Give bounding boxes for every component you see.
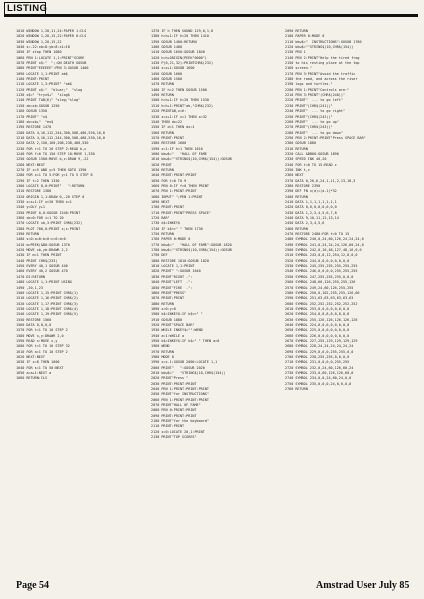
code-line: 2260 PRINT" ... to go up" [285,119,339,124]
code-line: 1310 RESTORE 1380 [16,189,52,194]
code-line: 1320 ORIGIN 1,1:DRAW 0,-20 STEP 8 [16,194,85,199]
code-line: 1730 k$=INKEY$ [151,221,180,226]
code-line: 2680 SYMBOL 228,24,24,24,24,24,24 [285,344,354,349]
code-line: 1120 PRINT x$:" "bluar;" "slog [16,87,83,92]
code-line: 2650 SYMBOL 225,0,0,0,0,0,0,0,0 [285,328,350,333]
code-line: 1640 PRINT:PRINT:PRINT [151,173,197,178]
header-rule [4,14,418,17]
code-line: 1530 x=x+1:IF x=1 THEN x=32 [151,114,207,119]
code-line: 1500 LOCATE 1,15:PRINT CHR$(1) [16,290,79,295]
code-line: 1660 PEN 0:IF f=0 THEN PRINT [151,183,209,188]
code-line: 1670 PEN 1:PRINT:PRINT [151,189,197,194]
code-line: 1660 RETURN:CLS [16,376,48,381]
code-line: 1400 GOSUB 1480 [151,45,183,50]
code-line: 2440 DATA 9,10,11,12,13,14 [285,216,339,221]
code-line: 1200 DATA 4,16,112,244,300,508,480,530,16,8 [16,130,105,135]
code-line: 1850 PRINT"FIRE -": [151,285,193,290]
code-line: 2140 PEN 2:PRINT"Help the tired frog [285,55,360,60]
code-line: 2110 bkw$=" INSTRUCTIONS":GOSUB 1780 [285,39,362,44]
code-line: 2320 CALL &BB00:GOSUB 1890 [285,151,339,156]
code-line: 1450 EVERY 40,1 GOSUB 440 [16,264,68,269]
code-line: 2040 PEN 1:PRINT:PRINT:PRINT [151,387,209,392]
code-line: 1430 P(0,21,32):PRINTCHR$(232) [151,61,214,66]
magazine-issue: Amstrad User July 85 [316,580,410,591]
code-line: 1510 h=h+1:PRINT"ab,"CHR$(232) [151,103,214,108]
code-line: 1270 IF x=5 AND y=5 THEN GOTO 1390 [16,167,87,172]
code-line: 1440 x=x+1:GOSUB 1600 [151,66,195,71]
code-line: 2300 GOSUB 1880 [285,141,317,146]
code-line: 1460 GOSUB 1500 [151,77,183,82]
code-line: 2730 SYMBOL 233,0,60,126,126,60,0 [285,371,354,375]
code-line: 2480 SYMBOL 240,0,24,60,126,24,24,24,0 [285,237,364,242]
code-line: 2310 RETURN [285,146,308,151]
code-line: 1620 NEXT:NEXT [16,354,45,359]
code-line: 2550 SYMBOL 247,255,255,255,0,0,0 [285,274,354,279]
code-line: 1510 LOCATE 1,16:PRINT CHR$(2) [16,296,79,301]
code-line: 1980 MODE 0 [151,354,174,359]
code-line: 1220 DATA 2,150,160,208,238,480,530 [16,141,89,146]
code-line: 2230 PRINT"(CHR$(241))" [285,103,333,108]
code-line: 1770 bkw$=" "HALL OF FAME":GOSUB 1820 [151,242,232,247]
code-line: 1530 LOCATE 1,18:PRINT CHR$(4) [16,306,79,311]
code-line: 1240 FOR f=0 TO 150 STEP 10:MOVE 1,330 [16,151,95,156]
code-line: 2130 PEN 1 [285,50,306,55]
code-line: 1810 LOCATE 1,1:PRINT [151,264,195,269]
code-line: 1710 PRINT:PRINT"PRESS SPACE" [151,210,212,215]
code-line: 2370 DATA 0,26,6,24,1,11,2,13,18,3 [285,178,356,183]
code-line: 1090 LOCATE 1,1:PRINT ab$ [16,71,68,76]
code-line: 2170 PEN 3:PRINT"Avoid the traffic [285,71,356,76]
code-line: 2150 to his resting place at the top [285,61,360,66]
code-line: 2100 PAPER 0:MODE 0 [285,34,325,39]
page-number: Page 54 [16,580,50,591]
code-line: 1870 PRINT:PRINT [151,296,185,301]
code-line: 1990 x=x-1:GOSUB 2000:LOCATE 1,1 [151,360,218,365]
code-line: 1970 RETURN [151,349,174,354]
code-line: 1190 RESTORE 1470 [16,125,52,130]
code-line: 1950 k$=INKEY$:IF k$=" " THEN a=0 [151,338,220,343]
code-line: 1760 PAPER 0:MODE 0 [151,237,191,242]
code-line: 1080 PRINT"EEEEEE":PEN 3:GOSUB 1400 [16,66,89,71]
code-line: 2610 SYMBOL 253,0,0,0,0,0,0,0,0 [285,306,350,311]
code-line: 2090 RETURN [285,29,308,33]
code-line: 2350 INK t,c [285,167,310,172]
code-line: 2390 DEF FN x(a)=(a-1)*32 [285,189,337,194]
code-line: 1380 PLOT 700,0:PRINT x;z:PRINT [16,226,81,231]
code-line: 2030 PRINT:PRINT:PRINT [151,381,197,386]
code-line: 1700 PRINT:PRINT [151,205,185,210]
code-line: 2630 SYMBOL 255,126,126,126,126,126 [285,317,358,322]
code-line: 2490 SYMBOL 241,0,24,24,24,126,60,24,0 [285,242,364,247]
code-line: 2190 logs and turtles." [285,82,333,87]
code-line: 2620 SYMBOL 254,8,8,8,8,8,8,8,8 [285,312,350,317]
code-line: 1430 IF m=1 THEN PRINT [16,253,62,258]
code-line: 1520 LOCATE 1,17:PRINT CHR$(3) [16,301,79,306]
code-line: 1920 PRINT"SPACE BAR" [151,322,195,327]
code-line: 1420 MOVE xb,yb:DRAWR 2,2 [16,248,68,253]
code-line: 1590 x=1:IF h=1 THEN 1610 [151,146,203,151]
code-line: 2690 SYMBOL 229,0,0,0,255,255,0,0 [285,349,354,354]
code-line: 1330 x=x+1:IF x>20 THEN x=1 [16,200,72,204]
code-line: 2500 SYMBOL 242,0,16,48,127,48,16,0,0 [285,248,362,253]
code-line: 1590 READ x:MOVE x,y [16,338,58,343]
listing-column-2 [151,29,279,440]
section-header-label: LISTING [7,3,48,14]
code-line: 1450 GOSUB 1600 [151,71,183,76]
code-line: 1070 PRINT x$:" ";:ON DEATH GOSUB [16,61,87,66]
code-line: 2530 SYMBOL 245,255,255,255,255,255 [285,264,358,269]
code-line: 1910 GOSUB 1880 [151,317,183,322]
code-line: 1230 FOR r=1 TO 20 STEP 2:READ b,c [16,146,87,151]
code-line: 2180 the road, and across the river [285,77,358,82]
code-line: 2100 PRINT"for the keyboard" [151,419,209,424]
code-line: 2560 SYMBOL 248,60,126,255,255,126 [285,280,356,285]
code-line: 1170 PRINT" "x$ [16,114,48,119]
code-line: 1780 bkw$=""STRING$(10,CHR$(154)):GOSUB [151,248,232,253]
code-line: 1610 bkw$=""STRING$(10,CHR$(154)):GOSUB [151,157,232,162]
code-line: 1370 IF h THEN SOUND 129,0,1,0 [151,29,214,33]
code-line: 1560 DATA 8,8,0,0 [16,322,52,327]
code-line: 2380 RESTORE 2390 [285,183,321,188]
code-line: 2410 DATA 1,1,1,1,1,1,1,1 [285,200,337,204]
code-line: 1030 WINDOW 1,20,15,22 [16,39,62,44]
code-line: 1480 LOCATE 1,1:PRINT USING [16,280,72,285]
code-line: 1360 xb=0:FOR i=1 TO 20 [16,216,64,221]
code-line: 1960 WEND [151,344,170,349]
code-line: 1520 PRINTAB,x=6: [151,109,187,114]
code-line: 2420 DATA 0,0,0,0,0,0,0,0 [285,205,337,210]
code-line: 2050 PRINT"for INSTRUCTIONS" [151,392,209,397]
code-line: 2360 NEXT [285,173,304,178]
code-line: 1460 EVERY 40,2 GOSUB 470 [16,269,68,274]
code-line: 1650 FOR t=0 TO 9 [151,178,187,183]
code-line: 2760 RETURN [285,387,308,392]
code-line: 1420 h=h+ORIGIN(PEEK"0000") [151,55,207,60]
code-line: 1740 IF k$<>" " THEN 1730 [151,226,203,231]
listing-column-1 [16,29,142,382]
code-line: 2090 PRINT:PRINT:PRINT [151,413,197,418]
code-line: 1400 s=0:a=0:b=0:c=0:d=0 [16,237,66,242]
code-line: 2130 PRINT"TOP SCORES" [151,435,197,440]
code-line: 1540 THEN dx=22 [151,119,183,124]
code-line: 2270 PRINT"(CHR$(243))" [285,125,333,130]
code-line: 2400 RETURN [285,194,308,199]
code-line: 2580 SYMBOL 250,0,102,255,255,126,60 [285,290,360,295]
code-line: 1130 x$=" "tryx$+" "slog$ [16,93,70,98]
code-line: 1250 GOSUB 1500:MOVE b,c:DRAW 9,-22 [16,157,89,162]
code-line: 1630 IF x=8 THEN 1600 [16,360,60,365]
code-line: 1580 RESTORE 1600 [151,141,187,146]
code-line: 2750 SYMBOL 235,0,0,0,24,0,0,0,0 [285,381,352,386]
code-line: 2110 PRINT:PRINT [151,424,185,429]
code-line: 1500 h=h+1:IF h=20 THEN 1530 [151,98,209,103]
code-line: 2280 PRINT" ... to go down" [285,130,343,135]
code-line: 2220 PRINT" ... to go left" [285,98,343,103]
code-line: 2000 PRINT" ":GOSUB 2020 [151,365,205,370]
code-line: 1150 xb=xb:GOSUB 1250 [16,103,60,108]
code-line: 1790 DEF [151,253,168,258]
code-line: 2430 DATA 1,2,3,4,5,6,7,8 [285,210,337,215]
code-line: 2520 SYMBOL 244,0,0,0,0,0,0,0,0 [285,258,350,263]
code-line: 2670 SYMBOL 227,255,129,129,129,129 [285,338,358,343]
code-line: 1040 s=-22:xb=8:yb=8:x1=18 [16,45,70,50]
code-line: 1110 LOCATE 1,3:PRINT" "ab$ [16,82,72,87]
code-line: 1750 RETURN [151,232,174,237]
code-line: 1470 DI:RETURN [16,274,45,279]
code-line: 1410 m=PEEK(&B0:GOSUB 1370 [16,242,70,247]
code-line: 1800 RESTORE 1810:GOSUB 1820 [151,258,209,263]
code-line: 2340 FOR t=0 TO 15:READ c [285,162,337,167]
code-line: 2660 SYMBOL 226,0,0,0,0,0,0,0,0 [285,333,350,338]
code-line: 1180 xb=xb+" "ex$ [16,119,54,124]
code-line: 2160 screen." [285,66,312,71]
code-line: 1550 IF d=1 THEN dx=1 [151,125,195,130]
code-line: 1580 MOVE x,y:DRAWR 2,0 [16,333,64,338]
code-line: 1100 PRINT:PRINT [16,77,50,82]
code-line: 1610 FOR a=1 TO 10 STEP 2 [16,349,68,354]
code-line: 1900 k$=INKEY$:IF k$<>" " [151,312,203,317]
code-line: 1390 RETURN [16,232,39,237]
code-line: 1280 FOR x=1 TO 5:FOR y=1 TO 5 STEP 8 [16,173,93,178]
code-line: 1160 GOSUB 1350 [16,109,48,114]
code-line: 1560 RETURN [151,130,174,135]
code-line: 1470 RETURN [151,82,174,87]
code-line: 1440 PRINT CHR$(233) [16,258,58,263]
code-line: 2720 SYMBOL 232,0,24,60,126,60,24 [285,365,354,370]
code-line: 1540 LOCATE 1,19:PRINT CHR$(5) [16,312,79,317]
code-line: 1060 PEN 1:LOCATE 1,1:PRINT"SCORE [16,55,85,60]
code-line: 1600 bkw$=" "HALL OF FAME [151,151,207,156]
code-line: 1340 y=OLY y+1 [16,205,45,210]
code-line: 1140 PRINT TAB(6)" "slog;"slog" [16,98,81,103]
code-line: 1830 PRINT"RIGHT -": [151,274,193,279]
code-line: 2080 PEN 0:PRINT:PRINT [151,408,197,413]
code-line: 2740 SYMBOL 234,0,0,24,60,24,0,0 [285,376,352,381]
code-line: 2010 bkw$=" "STRING$(10,CHR$(154)) [151,371,226,375]
code-line: 2710 SYMBOL 231,0,0,0,0,255,255 [285,360,350,365]
code-line: 1010 WINDOW 1,20,11,24:PAPER 1:CLS [16,29,87,33]
code-line: 1690 NEXT [151,200,170,204]
code-line: 1350 PRINT 0,0:GOSUB 1540:PRINT [16,210,81,215]
code-line: 1570 FOR t=1 TO 10 STEP 2 [16,328,68,333]
code-line: 2070 PRINT"HALL OF FAME" [151,403,201,408]
code-line: 1550 RESTORE 1560 [16,317,52,322]
code-line: 1620 PRINT [151,162,172,167]
code-line: 1480 IF h=2 THEN GOSUB 1500 [151,87,207,92]
code-line: 1860 PRINT"PRESS" [151,290,187,295]
code-line: 1630 RETURN [151,167,174,172]
code-line: 2120 bkw$=""STRING$(10,CHR$(154)) [285,45,354,50]
code-line: 2700 SYMBOL 230,255,255,0,0,0,0 [285,354,350,359]
code-line: 1260 NEXT:NEXT [16,162,45,167]
code-line: 2600 SYMBOL 252,252,252,252,252,252 [285,301,358,306]
code-line: 1940 a=1:WHILE a [151,333,185,338]
code-line: 1490 RETURN [151,93,174,98]
code-line: 1890 x=0:y=0 [151,306,176,311]
code-line: 1020 WINDOW 1,20,15,22:PAPER 0:CLS [16,34,87,39]
code-line: 1410 GOSUB 1650:GOSUB 1840 [151,50,205,55]
code-line: 1300 LOCATE 8,0:PRINT" ":RETURN [16,183,85,188]
code-line: 2450 DATA 2,3,4,5,6 [285,221,325,226]
code-line: 1600 FOR t=1 TO 10 STEP 32 [16,344,70,349]
code-line: 1380 h=h+1:IF h=20 THEN 1410 [151,34,209,39]
code-line: 1570 PRINT:PRINT [151,135,185,140]
code-line: 1050 IF stop THEN 1080 [16,50,62,55]
code-line: 2570 SYMBOL 249,24,60,126,255,255 [285,285,354,290]
code-line: 2330 SPEED INK 40,20 [285,157,327,162]
code-line: 2120 x=0:LOCATE 20,1:PRINT [151,429,205,434]
code-line: 1680 INPUT" ";PEN 1:PRINT [151,194,203,199]
code-line: 2200 PEN 1:PRINT"Controls are:" [285,87,350,92]
code-line: 1880 RETURN [151,301,174,306]
code-line: 1490 ,20,1,23 [16,285,43,290]
listing-column-3 [285,29,413,392]
code-line: 1930 WHILE INKEY$="":WEND [151,328,203,333]
code-line: 2060 PEN 1:PRINT:PRINT:PRINT [151,397,209,402]
code-line: 2510 SYMBOL 243,0,8,12,254,12,8,0,0 [285,253,358,258]
code-line: 2540 SYMBOL 246,0,0,0,0,255,255,255 [285,269,358,274]
code-line: 2250 PRINT"(CHR$(242))" [285,114,333,119]
code-line: 1640 FOR s=1 TO 50:NEXT [16,365,64,370]
code-line: 2470 RESTORE 2480:FOR t=0 TO 15 [285,232,350,237]
code-line: 1650 a=a+1:NEXT a [16,371,52,375]
code-line: 1370 LOCATE xb,3:PRINT CHR$(232) [16,221,83,226]
code-line: 1210 DATA 4,16,112,244,300,508,480,530,16,8 [16,135,105,140]
code-line: 2020 PRINT"Press " [151,376,189,381]
code-line: 2240 PRINT" ... to go right" [285,109,346,114]
code-line: 1820 PRINT" ":GOSUB 1640 [151,269,201,274]
code-line: 1840 PRINT"LEFT -": [151,280,193,285]
code-line: 2210 PEN 3:PRINT"(CHR$(240))" [285,93,346,98]
code-line: 1720 BAR" [151,216,170,221]
code-line: 1390 GOSUB 1400:RETURN [151,39,197,44]
code-line: 2290 PEN 2:PRINT:PRINT"Press SPACE BAR" [285,135,366,140]
code-line: 2460 RETURN [285,226,308,231]
code-line: 2590 SYMBOL 251,63,63,63,63,63,63 [285,296,354,301]
code-line: 1290 IF t=2 THEN 1330 [16,178,60,183]
code-line: 2640 SYMBOL 224,0,0,0,0,0,0,0,0 [285,322,350,327]
